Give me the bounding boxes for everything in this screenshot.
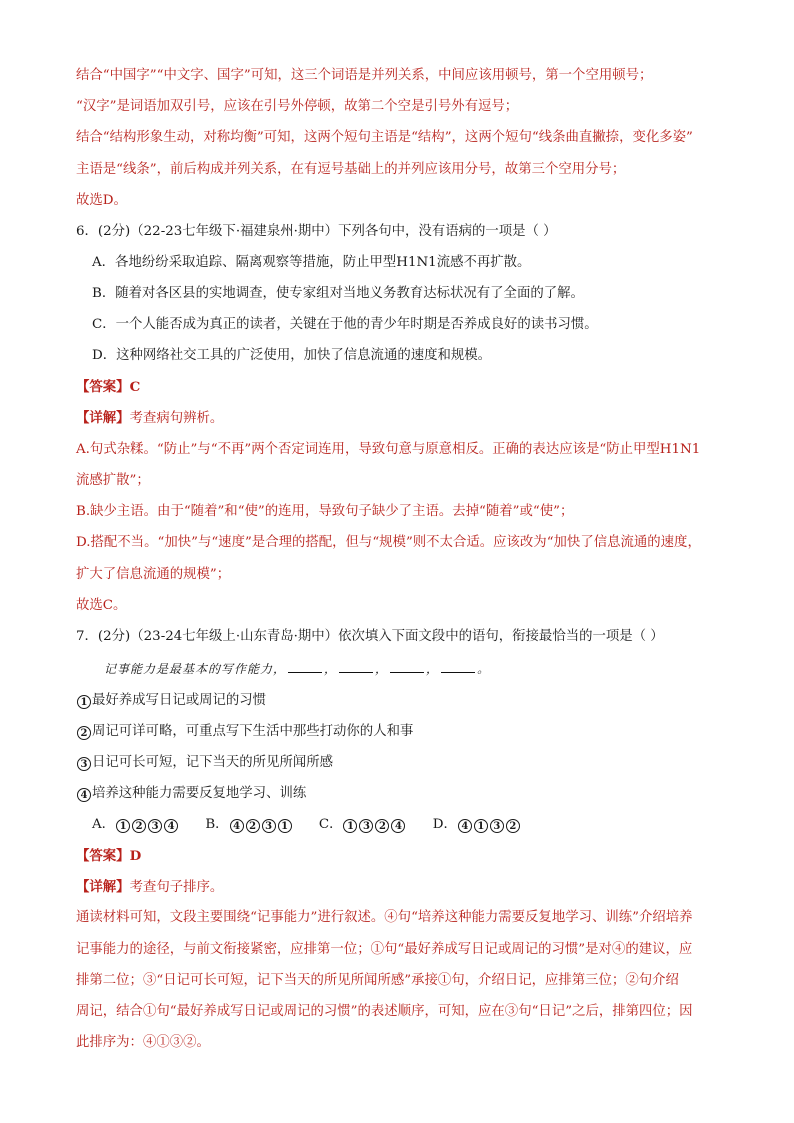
blank [339, 660, 373, 673]
prev-explanation-line: 结合“结构形象生动，对称均衡”可知，这两个短句主语是“结构”，这两个短句“线条曲直撇捺，变化多姿” [76, 130, 693, 145]
prev-explanation-line: 结合“中国字”“中文字、国字”可知，这三个词语是并列关系，中间应该用顿号，第一个空用顿号； [76, 68, 653, 83]
prev-explanation-line: “汉字”是词语加双引号，应该在引号外停顿，故第二个空是引号外有逗号； [76, 99, 519, 114]
q7-choice-a: A． 1 2 3 4 [92, 815, 179, 835]
q7-item-4: 4 培养这种能力需要反复地学习、训练 [76, 784, 736, 804]
answer-tag: 【答案】 [76, 848, 130, 864]
prev-explanation-line: 主语是“线条”，前后构成并列关系，在有逗号基础上的并列应该用分号，故第三个空用分号； [76, 162, 626, 177]
q7-item-1: 1 最好养成写日记或周记的习惯 [76, 691, 736, 711]
circled-number: 4 [77, 788, 91, 802]
q7-item-3: 3 日记可长可短，记下当天的所见所闻所感 [76, 753, 736, 773]
blank [390, 660, 424, 673]
q6-detail-line: B.缺少主语。由于“随着”和“使”的连用，导致句子缺少了主语。去掉“随着”或“使”； [76, 504, 574, 519]
q6-detail-line: D.搭配不当。“加快”与“速度”是合理的搭配，但与“规模”则不太合适。应该改为“加快了信息流通的速度， [76, 535, 701, 550]
q7-stem: 7．(2分)（23-24七年级上·山东青岛·期中）依次填入下面文段中的语句，衔接最恰当的一项是（ ） [76, 629, 664, 644]
q7-item-2: 2 周记可详可略，可重点写下生活中那些打动你的人和事 [76, 722, 736, 742]
q7-detail-line: 周记，结合①句“最好养成写日记或周记的习惯”的表述顺序，可知，应在③句“日记”之后，排第四位；因 [76, 1004, 693, 1019]
q6-detail-line: 故选C。 [76, 598, 127, 613]
q6-option-b: B．随着对各区县的实地调查，使专家组对当地义务教育达标状况有了全面的了解。 [92, 286, 584, 301]
q6-answer [76, 377, 736, 397]
detail-tag: 【详解】 [76, 879, 130, 895]
q6-option-a: A．各地纷纷采取追踪、隔离观察等措施，防止甲型H1N1流感不再扩散。 [92, 255, 531, 270]
answer-tag: 【答案】 [76, 379, 130, 395]
q7-detail-line: 排第二位；③“日记可长可短，记下当天的所见所闻所感”承接①句，介绍日记，应排第三位；②句介绍 [76, 973, 679, 988]
sample-prefix: 记事能力是最基本的写作能力， [104, 662, 287, 676]
q6-stem: 6．(2分)（22-23七年级下·福建泉州·期中）下列各句中，没有语病的一项是（ ） [76, 224, 557, 239]
q6-detail-head [76, 408, 736, 429]
q7-choice-c: C． 1 3 2 4 [319, 815, 407, 835]
q7-choice-b: B． 4 2 3 1 [205, 815, 292, 835]
detail-head: 考查病句辨析。 [129, 411, 224, 426]
q7-sample-passage: 记事能力是最基本的写作能力， ， ， ， 。 [104, 662, 491, 676]
blank [441, 660, 475, 673]
circled-number: 3 [77, 757, 91, 771]
prev-explanation-line: 故选D。 [76, 193, 127, 208]
q7-choices [92, 815, 543, 835]
q6-option-c: C．一个人能否成为真正的读者，关键在于他的青少年时期是否养成良好的读书习惯。 [92, 317, 598, 332]
circled-number: 1 [77, 695, 91, 709]
answer-value: C [129, 379, 141, 395]
q7-answer [76, 846, 736, 866]
q6-detail-line: A.句式杂糅。“防止”与“不再”两个否定词连用，导致句意与原意相反。正确的表达应该是“防止甲型H1N1 [76, 442, 701, 457]
detail-tag: 【详解】 [76, 410, 130, 426]
answer-value: D [129, 848, 142, 864]
circled-number: 2 [77, 726, 91, 740]
blank [288, 660, 322, 673]
detail-head: 考查句子排序。 [129, 880, 224, 895]
q6-detail-line: 扩大了信息流通的规模”； [76, 567, 231, 582]
q7-choice-d: D． 4 1 3 2 [433, 815, 521, 835]
q6-option-d: D．这种网络社交工具的广泛使用，加快了信息流通的速度和规模。 [92, 348, 492, 363]
q7-detail-head [76, 877, 736, 898]
q7-detail-line: 此排序为：④①③②。 [76, 1035, 210, 1050]
q6-detail-line: 流感扩散”； [76, 473, 150, 488]
q7-detail-line: 通读材料可知，文段主要围绕“记事能力”进行叙述。④句“培养这种能力需要反复地学习、训练”介绍培养 [76, 910, 693, 925]
q7-detail-line: 记事能力的途径，与前文衔接紧密，应排第一位；①句“最好养成写日记或周记的习惯”是对④的建议，应 [76, 942, 693, 957]
